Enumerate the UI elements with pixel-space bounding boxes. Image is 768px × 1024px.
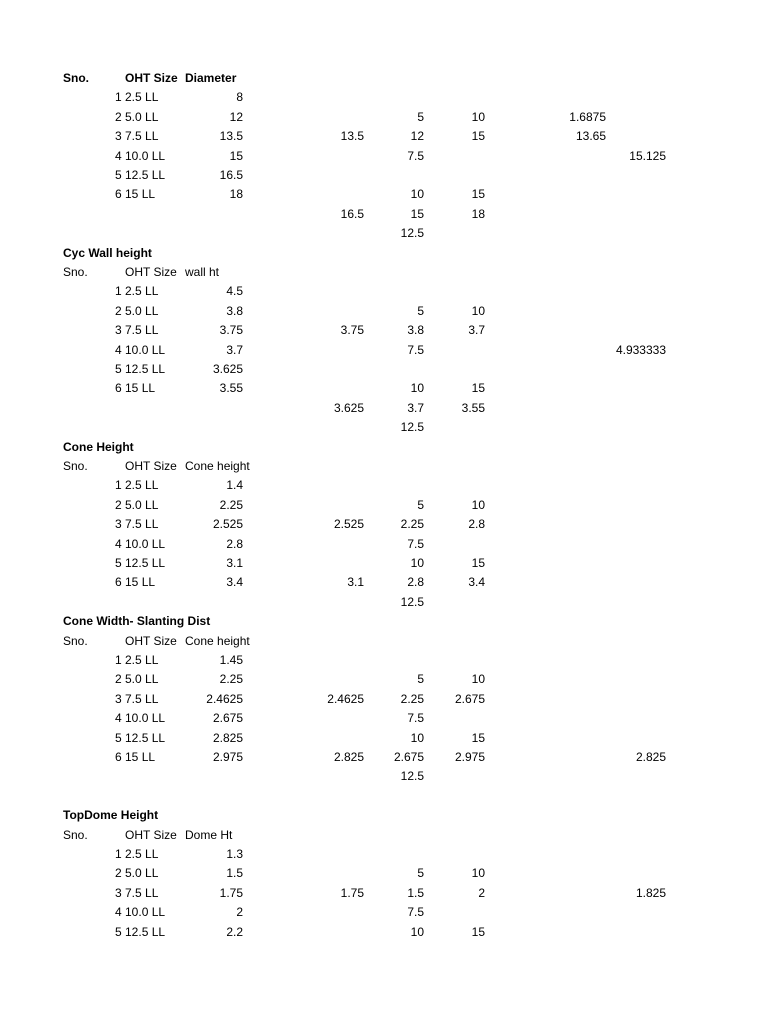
cell-value[interactable]: 3.55 xyxy=(219,381,243,396)
cell-value[interactable]: 12 xyxy=(410,129,424,144)
header-row xyxy=(0,632,768,651)
header-measure[interactable]: wall ht xyxy=(185,265,220,279)
section-title-row xyxy=(0,438,768,457)
header-oht-size[interactable]: OHT Size xyxy=(125,71,178,85)
cell-sno-size[interactable]: 1 2.5 LL xyxy=(115,90,159,105)
cell-sno-size[interactable]: 4 10.0 LL xyxy=(115,342,166,357)
cell-value[interactable]: 7.5 xyxy=(407,711,424,726)
data-row xyxy=(0,884,768,903)
data-row xyxy=(0,690,768,709)
data-row xyxy=(0,903,768,922)
data-row xyxy=(0,476,768,495)
cell-value[interactable]: 10 xyxy=(471,497,485,512)
data-row xyxy=(0,166,768,185)
data-row xyxy=(0,864,768,883)
cell-value[interactable]: 15 xyxy=(471,381,485,396)
cell-value[interactable]: 15 xyxy=(410,206,424,221)
data-row xyxy=(0,108,768,127)
cell-sno-size[interactable]: 6 15 LL xyxy=(115,575,156,590)
cell-value[interactable]: 7.5 xyxy=(407,905,424,920)
cell-value[interactable]: 3.7 xyxy=(407,400,424,415)
cell-value[interactable]: 3.625 xyxy=(333,400,364,415)
data-row xyxy=(0,321,768,340)
data-row xyxy=(0,205,768,224)
cell-sno-size[interactable]: 2 5.0 LL xyxy=(115,303,159,318)
cell-value[interactable]: 15 xyxy=(471,129,485,144)
cell-value[interactable]: 2.825 xyxy=(635,750,666,764)
cell-value[interactable]: 3.4 xyxy=(468,575,485,590)
cell-value[interactable]: 5 xyxy=(417,497,424,512)
cell-value[interactable]: 12.5 xyxy=(400,420,424,435)
cell-value[interactable]: 15 xyxy=(471,730,485,745)
cell-value[interactable]: 10 xyxy=(410,924,424,939)
data-row xyxy=(0,88,768,107)
data-row xyxy=(0,379,768,398)
cell-value[interactable]: 2.4625 xyxy=(206,691,243,706)
cell-value[interactable]: 15 xyxy=(471,556,485,570)
cell-value[interactable]: 16.5 xyxy=(340,206,364,221)
cell-sno-size[interactable]: 4 10.0 LL xyxy=(115,536,166,551)
section-title[interactable]: TopDome Height xyxy=(63,808,159,823)
cell-value[interactable]: 3.75 xyxy=(340,323,364,338)
cell-value[interactable]: 10 xyxy=(471,672,485,687)
cell-value[interactable]: 1.4 xyxy=(226,478,243,493)
cell-value[interactable]: 18 xyxy=(471,206,485,221)
cell-sno-size[interactable]: 3 7.5 LL xyxy=(115,691,159,706)
cell-value[interactable]: 3.75 xyxy=(219,323,243,338)
cell-value[interactable]: 1.75 xyxy=(219,885,243,900)
data-row xyxy=(0,554,768,573)
cell-value[interactable]: 1.5 xyxy=(407,885,424,900)
section-title[interactable]: Cone Width- Slanting Dist xyxy=(63,614,211,629)
header-oht-size[interactable]: OHT Size xyxy=(125,633,177,648)
cell-value[interactable]: 15 xyxy=(471,924,485,939)
cell-sno-size[interactable]: 3 7.5 LL xyxy=(115,323,159,338)
cell-value[interactable]: 12 xyxy=(229,109,243,124)
data-row xyxy=(0,496,768,515)
cell-sno-size[interactable]: 5 12.5 LL xyxy=(115,362,166,376)
section-title-row xyxy=(0,612,768,631)
data-row xyxy=(0,709,768,728)
cell-value[interactable]: 7.5 xyxy=(407,536,424,551)
cell-value[interactable]: 15.125 xyxy=(629,148,666,163)
cell-sno-size[interactable]: 5 12.5 LL xyxy=(115,556,166,570)
data-row xyxy=(0,302,768,321)
header-measure[interactable]: Cone height xyxy=(185,633,250,648)
data-row xyxy=(0,923,768,942)
header-row xyxy=(0,826,768,845)
cell-value[interactable]: 3.8 xyxy=(407,323,424,338)
cell-value[interactable]: 1.75 xyxy=(340,885,364,900)
cell-value[interactable]: 13.5 xyxy=(340,129,364,144)
data-row xyxy=(0,748,768,767)
section-title[interactable]: Cone Height xyxy=(63,439,134,454)
cell-value[interactable]: 2.975 xyxy=(212,750,243,764)
cell-value[interactable]: 3.625 xyxy=(212,362,243,376)
data-row xyxy=(0,767,768,786)
cell-value[interactable]: 2.8 xyxy=(226,536,243,551)
cell-value[interactable]: 10 xyxy=(410,187,424,202)
cell-value[interactable]: 2 xyxy=(236,905,243,920)
cell-value[interactable]: 2.25 xyxy=(400,517,424,532)
cell-sno-size[interactable]: 6 15 LL xyxy=(115,381,156,396)
section-title[interactable]: Cyc Wall height xyxy=(63,245,152,260)
cell-value[interactable]: 2.4625 xyxy=(327,691,364,706)
cell-value[interactable]: 18 xyxy=(229,187,243,202)
cell-value[interactable]: 1.3 xyxy=(226,847,243,861)
cell-value[interactable]: 10 xyxy=(471,303,485,318)
header-row xyxy=(0,69,768,88)
header-sno[interactable]: Sno. xyxy=(63,71,89,85)
section-title-row xyxy=(0,806,768,825)
cell-value[interactable]: 12.5 xyxy=(400,594,424,609)
cell-value[interactable]: 15 xyxy=(471,187,485,202)
cell-value[interactable]: 2.25 xyxy=(219,497,243,512)
cell-value[interactable]: 3.7 xyxy=(226,342,243,357)
header-measure[interactable]: Diameter xyxy=(185,71,237,85)
header-oht-size[interactable]: OHT Size xyxy=(125,265,177,279)
cell-value[interactable]: 1.45 xyxy=(219,653,243,667)
cell-value[interactable]: 5 xyxy=(417,109,424,124)
cell-value[interactable]: 8 xyxy=(236,90,243,105)
cell-value[interactable]: 5 xyxy=(417,672,424,687)
cell-value[interactable]: 15 xyxy=(229,148,243,163)
data-row xyxy=(0,845,768,864)
cell-value[interactable]: 16.5 xyxy=(219,168,243,182)
cell-value[interactable]: 5 xyxy=(417,303,424,318)
header-measure[interactable]: Cone height xyxy=(185,459,250,473)
cell-value[interactable]: 12.5 xyxy=(400,769,424,784)
cell-value[interactable]: 13.65 xyxy=(575,129,606,144)
cell-value[interactable]: 2.2 xyxy=(226,924,243,939)
data-row xyxy=(0,418,768,437)
cell-value[interactable]: 13.5 xyxy=(219,129,243,144)
cell-value[interactable]: 7.5 xyxy=(407,148,424,163)
cell-sno-size[interactable]: 4 10.0 LL xyxy=(115,148,166,163)
cell-value[interactable]: 1.825 xyxy=(635,885,666,900)
cell-value[interactable]: 4.933333 xyxy=(615,342,666,357)
cell-value[interactable]: 2.675 xyxy=(212,711,243,726)
data-row xyxy=(0,535,768,554)
data-row xyxy=(0,127,768,146)
data-row xyxy=(0,670,768,689)
data-row xyxy=(0,224,768,243)
data-row xyxy=(0,515,768,534)
cell-value[interactable]: 1.6875 xyxy=(569,109,606,124)
cell-sno-size[interactable]: 2 5.0 LL xyxy=(115,866,159,881)
cell-value[interactable]: 10 xyxy=(410,556,424,570)
data-row xyxy=(0,147,768,166)
cell-sno-size[interactable]: 4 10.0 LL xyxy=(115,905,166,920)
cell-sno-size[interactable]: 4 10.0 LL xyxy=(115,711,166,726)
cell-value[interactable]: 3.4 xyxy=(226,575,243,590)
header-measure[interactable]: Dome Ht xyxy=(185,827,233,842)
cell-sno-size[interactable]: 2 5.0 LL xyxy=(115,109,159,124)
cell-sno-size[interactable]: 3 7.5 LL xyxy=(115,129,159,144)
data-row xyxy=(0,651,768,670)
header-sno[interactable]: Sno. xyxy=(63,459,88,473)
cell-value[interactable]: 2.825 xyxy=(212,730,243,745)
cell-sno-size[interactable]: 1 2.5 LL xyxy=(115,478,159,493)
data-row xyxy=(0,185,768,204)
header-sno[interactable]: Sno. xyxy=(63,827,88,842)
cell-sno-size[interactable]: 1 2.5 LL xyxy=(115,847,159,861)
cell-sno-size[interactable]: 3 7.5 LL xyxy=(115,517,159,532)
cell-value[interactable]: 2.8 xyxy=(407,575,424,590)
cell-value[interactable]: 3.1 xyxy=(226,556,243,570)
cell-value[interactable]: 3.8 xyxy=(226,303,243,318)
data-row xyxy=(0,593,768,612)
cell-value[interactable]: 3.55 xyxy=(461,400,485,415)
header-row xyxy=(0,457,768,476)
header-row xyxy=(0,263,768,282)
cell-value[interactable]: 10 xyxy=(410,381,424,396)
cell-value[interactable]: 1.5 xyxy=(226,866,243,881)
cell-value[interactable]: 10 xyxy=(410,730,424,745)
data-row xyxy=(0,399,768,418)
header-sno[interactable]: Sno. xyxy=(63,265,88,279)
header-sno[interactable]: Sno. xyxy=(63,633,88,648)
cell-sno-size[interactable]: 5 12.5 LL xyxy=(115,730,166,745)
cell-value[interactable]: 7.5 xyxy=(407,342,424,357)
cell-value[interactable]: 2 xyxy=(478,885,485,900)
data-row xyxy=(0,729,768,748)
cell-sno-size[interactable]: 6 15 LL xyxy=(115,187,156,202)
cell-value[interactable]: 10 xyxy=(471,866,485,881)
cell-value[interactable]: 2.975 xyxy=(454,750,485,764)
data-row xyxy=(0,573,768,592)
data-row xyxy=(0,282,768,301)
cell-sno-size[interactable]: 2 5.0 LL xyxy=(115,497,159,512)
section-title-row xyxy=(0,244,768,263)
cell-sno-size[interactable]: 5 12.5 LL xyxy=(115,168,166,182)
cell-value[interactable]: 5 xyxy=(417,866,424,881)
cell-sno-size[interactable]: 5 12.5 LL xyxy=(115,924,166,939)
header-oht-size[interactable]: OHT Size xyxy=(125,459,177,473)
header-oht-size[interactable]: OHT Size xyxy=(125,827,177,842)
cell-value[interactable]: 2.525 xyxy=(333,517,364,532)
cell-value[interactable]: 2.525 xyxy=(212,517,243,532)
cell-value[interactable]: 2.675 xyxy=(393,750,424,764)
cell-sno-size[interactable]: 2 5.0 LL xyxy=(115,672,159,687)
cell-value[interactable]: 3.7 xyxy=(468,323,485,338)
cell-value[interactable]: 2.25 xyxy=(400,691,424,706)
cell-value[interactable]: 2.8 xyxy=(468,517,485,532)
cell-sno-size[interactable]: 1 2.5 LL xyxy=(115,284,159,299)
cell-value[interactable]: 2.675 xyxy=(454,691,485,706)
cell-value[interactable]: 2.25 xyxy=(219,672,243,687)
cell-value[interactable]: 2.825 xyxy=(333,750,364,764)
cell-value[interactable]: 10 xyxy=(471,109,485,124)
cell-sno-size[interactable]: 1 2.5 LL xyxy=(115,653,159,667)
cell-value[interactable]: 3.1 xyxy=(347,575,364,590)
cell-sno-size[interactable]: 6 15 LL xyxy=(115,750,156,764)
cell-sno-size[interactable]: 3 7.5 LL xyxy=(115,885,159,900)
cell-value[interactable]: 12.5 xyxy=(400,226,424,241)
data-row xyxy=(0,360,768,379)
cell-value[interactable]: 4.5 xyxy=(226,284,243,299)
data-row xyxy=(0,341,768,360)
